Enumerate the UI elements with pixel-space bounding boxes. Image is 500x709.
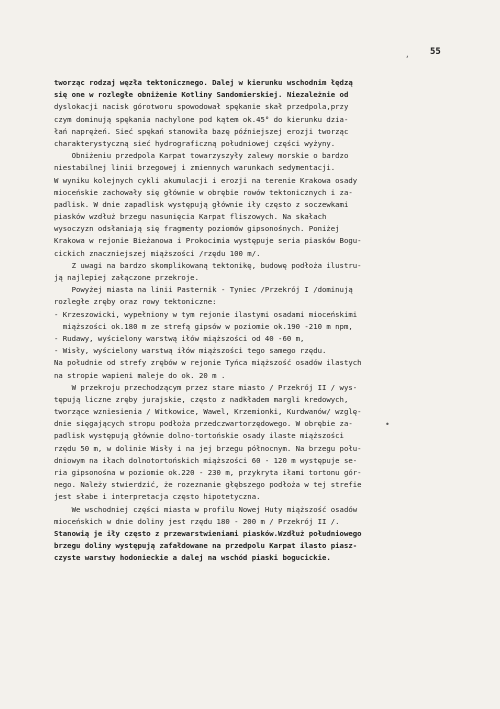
text-line: dniowym na iłach dolnotortońskich miąższości 60 - 120 m występuje se-: [54, 455, 358, 465]
text-line: brzegu doliny występują zafałdowane na przedpolu Karpat ilasto piasz-: [54, 541, 358, 551]
text-line: padlisk. W dnie zapadlisk występują głównie iły często z soczewkami: [54, 199, 349, 209]
text-line: ria gipsonośna w poziomie ok.220 - 230 m, przykryta iłami tortonu gór-: [54, 468, 362, 477]
page-number: 55: [430, 47, 441, 57]
text-line: We wschodniej części miasta w profilu Nowej Huty miąższość osadów: [54, 504, 358, 514]
text-line: W przekroju przechodzącym przez stare miasto / Przekrój II / wys-: [54, 382, 358, 392]
margin-dot: •: [385, 420, 390, 429]
text-line: wysoczyzn odsłaniają się fragmenty poziomów gipsonośnych. Poniżej: [54, 224, 340, 234]
text-line: dyslokacji nacisk górotworu spowodował spękanie skał przedpola,przy: [54, 102, 349, 112]
text-line: jest słabe i interpretacja często hipotetyczna.: [54, 492, 261, 502]
text-line: Powyżej miasta na linii Pasternik - Tyniec /Przekrój I /dominują: [54, 285, 353, 295]
body-text: [54, 77, 454, 565]
text-line: Z uwagi na bardzo skomplikowaną tektonikę, budowę podłoża ilustru-: [54, 260, 362, 270]
text-line: charakterystyczną sieć hydrograficzną południowej części wyżyny.: [54, 138, 336, 148]
text-line: rzędu 50 m, w dolinie Wisły i na jej brzegu północnym. Na brzegu połu-: [54, 443, 362, 453]
text-line: Na południe od strefy zrębów w rejonie Tyńca miąższość osadów ilastych: [54, 358, 362, 368]
text-line: nego. Należy stwierdzić, że rozeznanie głębszego podłoża w tej strefie: [54, 480, 362, 490]
text-line: piasków wzdłuż brzegu nasunięcia Karpat fliszowych. Na skałach: [54, 212, 327, 222]
text-line: ją najlepiej załączone przekroje.: [54, 273, 199, 282]
text-line: - Rudawy, wyścielony warstwą iłów miąższości od 40 -60 m,: [54, 333, 305, 343]
text-line: - Wisły, wyścielony warstwą iłów miąższości tego samego rzędu.: [54, 346, 327, 356]
corner-mark: ,: [405, 50, 410, 59]
text-line: dnie sięgających stropu podłoża przedczwartorzędowego. W obrębie za-: [54, 419, 353, 429]
text-line: mioceńskich w dnie doliny jest rzędu 180 - 200 m / Przekrój II /.: [54, 516, 340, 526]
text-line: mioceńskie zachowały się głównie w obrębie rowów tektonicznych i za-: [54, 187, 353, 197]
text-line: - Krzeszowicki, wypełniony w tym rejonie ilastymi osadami mioceńskimi: [54, 309, 358, 319]
text-line: cickich znaczniejszej miąższości /rzędu 100 m/.: [54, 248, 261, 258]
text-line: W wyniku kolejnych cykli akumulacji i erozji na terenie Krakowa osady: [54, 175, 358, 185]
text-line: tworząc rodzaj węzła tektonicznego. Dalej w kierunku wschodnim łędzą: [54, 78, 353, 87]
text-line: Krakowa w rejonie Bieżanowa i Prokocimia występuje seria piasków Bogu-: [54, 236, 362, 246]
text-line: padlisk występują głównie dolno-tortońskie osady ilaste miąższości: [54, 431, 344, 441]
text-line: tworzące wzniesienia / Witkowice, Wawel, Krzemionki, Kurdwanów/ wzglę-: [54, 407, 362, 417]
text-line: na stropie wapieni maleje do ok. 20 m .: [54, 370, 226, 380]
text-line: czyste warstwy hodonieckie a dalej na wschód piaski bogucickie.: [54, 553, 331, 563]
text-line: rozległe zręby oraz rowy tektoniczne:: [54, 297, 217, 307]
text-line: miąższości ok.180 m ze strefą gipsów w poziomie ok.190 -210 m npm,: [54, 321, 353, 331]
text-line: czym dominują spękania nachylone pod kątem ok.45° do kierunku dzia-: [54, 114, 349, 124]
text-line: się one w rozległe obniżenie Kotliny Sandomierskiej. Niezależnie od: [54, 90, 349, 100]
text-line: niestabilnej linii brzegowej i zmiennych warunkach sedymentacji.: [54, 163, 336, 173]
text-line: Stanowią je iły często z przewarstwieniami piasków.Wzdłuż południowego: [54, 528, 362, 538]
text-line: łań naprężeń. Sieć spękań stanowiła bazę późniejszej erozji tworząc: [54, 126, 349, 136]
text-line: tępują liczne zręby jurajskie, często z nadkładem margli kredowych,: [54, 394, 349, 404]
text-line: Obniżeniu przedpola Karpat towarzyszyły zalewy morskie o bardzo: [54, 151, 349, 161]
